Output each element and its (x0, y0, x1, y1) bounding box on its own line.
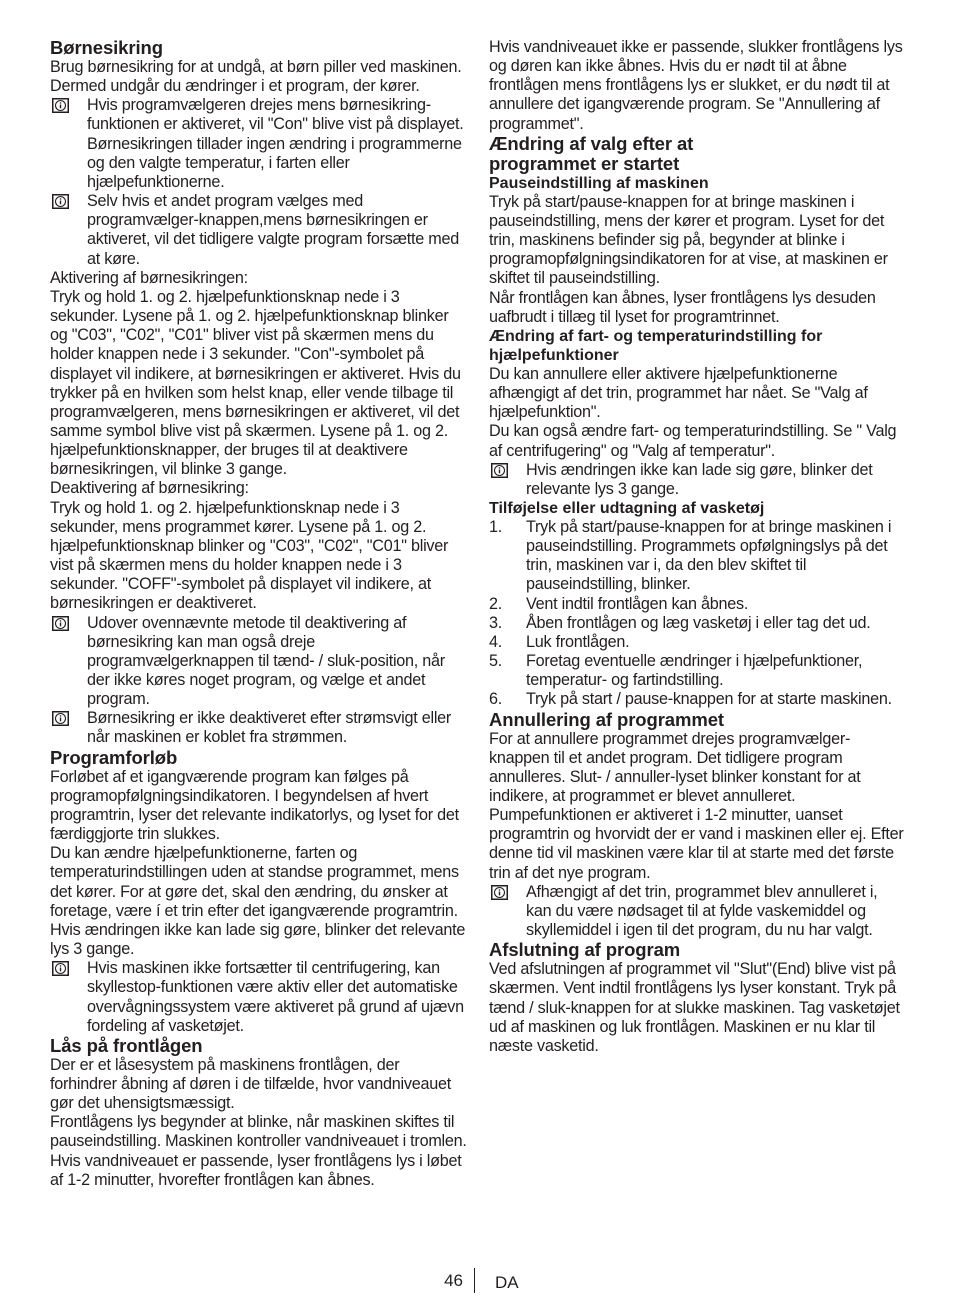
deactivation-text: Tryk og hold 1. og 2. hjælpefunktionsknap nede i 3 sekunder, mens programmet kører. Lysene på 1. og 2. hjælpefunktionsknap blinker og "C03", "C02", "C01" bliver vist på skærmen mens du holder knappen nede i 3 sekunder. "COFF"-symbolet på displayet vil indikere, at børnesikringen er deaktiveret. (50, 498, 449, 613)
subheading-pause: Pauseindstilling af maskinen (489, 174, 709, 192)
note-text: Børnesikring er ikke deaktiveret efter strømsvigt eller når maskinen er koblet fra strømmen. (87, 709, 452, 747)
note-text: Afhængigt af det trin, programmet blev annulleret i, kan du være nødsaget til at fylde vaskemiddel og skyllemiddel i igen til det program, du nu har valgt. (526, 882, 878, 940)
heading-program-progress: Programforløb (50, 746, 178, 768)
info-icon (491, 463, 508, 478)
cancel-text: For at annullere programmet drejes programvælger-knappen til et andet program. Det tidligere program annulleres. Slut- / annuller-lyset blinker konstant for at indikere, at programmet er blevet annulleret. Pumpefunktionen er aktiveret i 1-2 minutter, uanset programtrin og hvorvidt der er vand i maskinen eller ej. Efter denne tid vil maskinen være klar til at starte med det første trin af det nye program. (489, 729, 904, 882)
info-note (50, 96, 468, 192)
footer-divider (474, 1268, 475, 1293)
heading-change-selection (489, 134, 905, 174)
end-program-text: Ved afslutningen af programmet vil "Slut"(End) blive vist på skærmen. Vent indtil frontlågens lys lyser konstant. Tryk på tænd / sluk-knappen for at slukke maskinen. Tag vasketøjet ud af maskinen og luk frontlågen. Maskinen er nu klar til næste vasketid. (489, 960, 900, 1055)
pause-text: Tryk på start/pause-knappen for at bringe maskinen i pauseindstilling, mens der kører et program. Lyset for det trin, maskinens befinder sig på, begynder at blinke i programopfølgningsindikatoren for at vise, at maskinen er skiftet til pauseindstilling. (489, 192, 888, 288)
deactivation-label: Deaktivering af børnesikring: (50, 479, 249, 498)
info-note (489, 883, 905, 940)
list-item (489, 690, 905, 709)
list-item (489, 614, 905, 633)
page-number: 46 (444, 1271, 463, 1290)
heading-end-program: Afslutning af program (489, 939, 681, 961)
note-text: Selv hvis et andet program vælges med programvælger-knappen,mens børnesikringen er aktiveret, vil det tidligere valgte program forsætte med at køre. (87, 192, 459, 268)
step-number: 5. (489, 652, 503, 671)
note-text: Hvis ændringen ikke kan lade sig gøre, blinker det relevante lys 3 gange. (526, 460, 873, 498)
subheading-add-remove-laundry: Tilføjelse eller udtagning af vasketøj (489, 499, 765, 517)
heading-line: Ændring af valg efter at (489, 132, 694, 154)
activation-text: Tryk og hold 1. og 2. hjælpefunktionsknap nede i 3 sekunder. Lysene på 1. og 2. hjælpefunktionsknap blinker og "C03", "C02", "C01" bliver vist på skærmen mens du holder knappen nede i 3 sekunder. "Con"-symbolet på displayet vil indikere, at børnesikringen er aktiveret. Hvis du trykker på en hvilken som helst knap, eller vende tilbage til programvælgeren, mens børnesikringen er aktiveret, vil det samme symbol blive vist på skærmen. Lysene på 1. og 2. hjælpefunktionsknapper, der bruges til at deaktivere børnesikringen, vil blinke 3 gange. (50, 287, 461, 479)
step-number: 4. (489, 632, 503, 651)
info-note (50, 959, 468, 1036)
info-note (50, 614, 468, 710)
step-number: 2. (489, 594, 503, 613)
step-text: Tryk på start / pause-knappen for at starte maskinen. (526, 690, 892, 709)
info-note (50, 709, 468, 747)
step-number: 6. (489, 690, 503, 709)
info-note (50, 192, 468, 269)
step-text: Vent indtil frontlågen kan åbnes. (526, 594, 749, 613)
step-text: Tryk på start/pause-knappen for at bringe maskinen i pauseindstilling. Programmets opfølgningslys på det trin, maskinen var i, da den blev skiftet til pauseindstilling, blinker. (526, 517, 892, 594)
step-number: 3. (489, 613, 503, 632)
language-code: DA (495, 1273, 519, 1292)
info-icon (52, 961, 69, 976)
steps-list (489, 518, 905, 710)
left-column (50, 38, 468, 1190)
heading-child-lock: Børnesikring (50, 37, 163, 58)
step-text: Luk frontlågen. (526, 632, 630, 651)
info-icon (52, 194, 69, 209)
list-item (489, 518, 905, 595)
note-text: Udover ovennævnte metode til deaktivering af børnesikring kan man også dreje programvælgerknappen til tænd- / sluk-position, når der ikke køres noget program, og vælge et andet program. (87, 613, 445, 709)
info-icon (491, 885, 508, 900)
heading-line: programmet er startet (489, 152, 680, 174)
subheading-speed-temp: Ændring af fart- og temperaturindstilling for hjælpefunktioner (489, 327, 823, 364)
right-column (489, 38, 905, 1056)
list-item (489, 652, 905, 690)
info-icon (52, 616, 69, 631)
info-icon (52, 98, 69, 113)
progress-text: Du kan ændre hjælpefunktionerne, farten og temperaturindstillingen uden at standse programmet, mens det kører. For at gøre det, skal den ændring, du ønsker at foretage, være í et trin efter det igangværende programtrin. Hvis ændringen ikke kan lade sig gøre, blinker det relevante lys 3 gange. (50, 844, 466, 959)
info-note (489, 461, 905, 499)
note-text: Hvis programvælgeren drejes mens børnesikring-funktionen er aktiveret, vil "Con" blive vist på displayet. Børnesikringen tillader ingen ændring i programmerne og den valgte temperatur, i farten eller hjælpefunktionerne. (87, 96, 464, 191)
water-level-text: Hvis vandniveauet ikke er passende, slukker frontlågens lys og døren kan ikke åbnes. Hvis du er nødt til at åbne frontlågen mens frontlågens lys er slukket, er du nødt til at annullere det igangværende program. Se "Annullering af programmet". (489, 38, 903, 133)
note-text: Hvis maskinen ikke fortsætter til centrifugering, kan skyllestop-funktionen være aktiv eller det automatiske overvågningssystem være aktiveret på grund af ujævn fordeling af vasketøjet. (87, 959, 464, 1035)
step-number: 1. (489, 517, 503, 536)
step-text: Foretag eventuelle ændringer i hjælpefunktioner, temperatur- og fartindstilling. (526, 652, 863, 690)
heading-cancel-program: Annullering af programmet (489, 708, 724, 730)
step-text: Åben frontlågen og læg vasketøj i eller tag det ud. (526, 613, 871, 632)
activation-label: Aktivering af børnesikringen: (50, 268, 248, 287)
pause-text: Når frontlågen kan åbnes, lyser frontlågens lys desuden uafbrudt i tillæg til lyset for programtrinnet. (489, 288, 876, 326)
door-lock-text: Der er et låsesystem på maskinens frontlågen, der forhindrer åbning af døren i de tilfælde, hvor vandniveauet gør det uhensigtsmæssigt. (50, 1055, 451, 1113)
info-icon (52, 711, 69, 726)
list-item (489, 595, 905, 614)
list-item (489, 633, 905, 652)
child-lock-intro: Brug børnesikring for at undgå, at børn piller ved maskinen. Dermed undgår du ændringer i et program, der kører. (50, 58, 462, 96)
progress-text: Forløbet af et igangværende program kan følges på programopfølgningsindikatoren. I begyndelsen af hvert programtrin, lyser det relevante indikatorlys, og lyset for det færdiggjorte trin slukkes. (50, 767, 459, 844)
speed-temp-text: Du kan også ændre fart- og temperaturindstilling. Se " Valg af centrifugering" og "Valg af temperatur". (489, 422, 897, 460)
heading-door-lock: Lås på frontlågen (50, 1034, 203, 1056)
speed-temp-text: Du kan annullere eller aktivere hjælpefunktionerne afhængigt af det trin, programmet har nået. Se "Valg af hjælpefunktion". (489, 364, 868, 422)
door-lock-text: Frontlågens lys begynder at blinke, når maskinen skiftes til pauseindstilling. Maskinen kontroller vandniveauet i tromlen. Hvis vandniveauet er passende, lyser frontlågens lys i løbet af 1-2 minutter, hvorefter frontlågen kan åbnes. (50, 1113, 467, 1189)
